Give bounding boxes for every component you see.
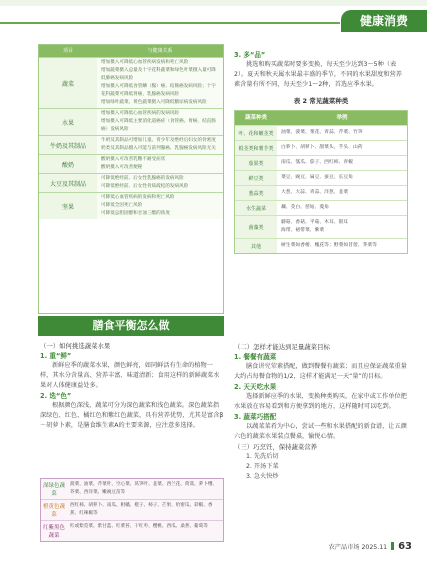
health-effect-item: 牛奶及其制品可增加儿童、青少年及绝经后妇女的骨密度 [101,138,216,143]
food-category: 坚果 [39,193,97,219]
health-effect-item: 增加摄入可降低主要消化道癌症（食管癌、胃癌、结直肠癌）发病风险 [101,119,216,132]
col-type-header: 蔬菜种类 [244,115,267,121]
veg-example-line: 藕、茭白、慈姑、菱角 [281,205,329,210]
health-table-row [39,192,223,219]
paragraph-pairing: 以蔬菜菜肴为中心，尝试一些和水果搭配的新食谱，让五颜六色的蔬菜水果装点餐桌，愉悦心情。 [234,423,407,440]
paragraph-color: 根据颜色深浅，蔬菜可分为深色蔬菜和浅色蔬菜。深色蔬菜指深绿色、红色、橘红色和紫红色蔬菜，具有营养优势，尤其是富含β－胡萝卜素，是膳食维生素A的主要来源，应注意多选择。 [40,402,224,429]
veg-table-row [235,125,407,140]
veg-table-row [235,155,407,170]
health-effect-item: 增加蔬菜摄入总量及十字花科蔬菜和绿色叶菜摄入量可降低肺癌发病风险 [101,68,216,81]
veg-examples [277,171,407,185]
health-effects [97,174,223,192]
heading-fresh: 1. 重“鲜” [40,352,72,360]
health-relation-table [38,44,224,314]
veg-example-line: 树生菜如香椿、槐花等；野菜如苜蓿、荠菜等 [281,243,377,248]
veg-type: 水生蔬菜 [235,201,277,215]
health-effects [97,155,223,173]
heading-variety: 3. 多“品” [234,51,266,59]
health-effects [97,136,223,154]
footer-source: 农产品市场 2025.11 [328,543,388,551]
heading-pairing: 3. 蔬菜巧搭配 [234,413,277,421]
subsection-heading-1: （一）如何挑选蔬菜水果 [40,342,111,350]
col-item-header: 项目 [62,48,73,54]
health-effect-item: 增加摄入可降低心血管疾病的发病风险 [101,111,180,116]
veg-example-line: 大葱、大蒜、青蒜、洋葱、韭菜 [281,190,349,195]
veg-type: 根茎类和薯芋类 [235,141,277,155]
health-effects [97,58,223,108]
paragraph-fresh: 新鲜应季的蔬菜水果，颜色鲜亮，如同鲜活有生命的植物一样，其水分含量高、营养丰富、味道清新；食用这样的新鲜蔬菜水果对人体健康益处多。 [40,362,220,389]
health-table-header [39,45,223,57]
veg-examples [277,216,407,238]
color-table-row [41,520,223,541]
paragraph-every-meal: 膳食讲究荤素搭配，做到餐餐有蔬菜；而且应保证蔬菜重量大约占每餐食物的1/2，这样才能满足一天“量”的目标。 [234,363,407,380]
veg-examples [277,141,407,155]
heading-color: 2. 选“色” [40,392,72,400]
health-table-row [39,57,223,108]
veg-example-line: 南瓜、瓠瓜、茄子、西红柿、青椒 [281,160,353,165]
color-table-row [41,479,223,499]
section-tag: 健康消费 [341,10,427,32]
food-category: 蔬菜 [39,58,97,108]
health-effect-item: 可降低总胆固醇和甘油三酯的浓度 [101,211,170,216]
left-body-text [40,341,224,431]
food-category: 大豆及其制品 [39,174,97,192]
header-rule [0,22,340,24]
health-effect-item: 奶类及其制品摄入可能与前列腺癌、乳腺癌发病风险无关 [101,146,216,151]
health-effect-item: 增加摄入可降低食管鳞（腺）癌、结肠癌发病风险；十字花科蔬菜可降低胃癌、乳腺癌发病风险 [101,84,216,97]
color-group-name: 深绿色蔬菜 [43,483,66,497]
health-effect-item: 可降低心血管疾病的发病和死亡风险 [101,195,175,200]
health-effect-item: 可降低全因死亡风险 [101,203,143,208]
health-table-row [39,108,223,135]
veg-type: 鲜豆类 [235,171,277,185]
veg-type: 叶、花和嫩茎类 [235,126,277,140]
food-category: 酸奶 [39,155,97,173]
right-body-text-lower [234,342,408,482]
health-table-row [39,135,223,154]
cooking-tip-1: 1. 先洗后切 [246,453,279,460]
col-example-header: 举例 [336,115,348,121]
veg-table-row [235,238,407,253]
health-effects [97,193,223,219]
veg-examples [277,201,407,215]
food-category: 牛奶及其制品 [39,136,97,154]
health-effect-item: 可降低绝经前、后女性乳腺癌的发病风险 [101,176,184,181]
footer-accent-bar [391,542,394,550]
veg-type: 菌藻类 [235,216,277,238]
veg-examples [277,126,407,140]
veg-examples [277,156,407,170]
health-effect-item: 酸奶摄入可改善便秘 [101,165,143,170]
color-group-name: 红紫黑色蔬菜 [43,525,66,539]
color-table-row [41,499,223,520]
veg-table-row [235,215,407,238]
cooking-tip-2: 2. 开汤下菜 [246,463,279,470]
color-group-examples: 红或紫苋菜、紫甘蓝、红菜苔、干红枣、樱桃、西瓜、桑葚、葡萄等 [70,524,208,529]
veg-type: 茄果类 [235,156,277,170]
health-effect-item: 可降低绝经前、后女性骨质疏松的发病风险 [101,184,189,189]
page-footer [326,540,412,552]
veg-table-header [235,111,407,125]
veg-example-line: 蘑菇、香菇、平菇、木耳、银耳 [281,220,349,225]
col-relation-header: 与健康关系 [147,48,173,54]
veg-table-body [235,125,407,253]
color-group-examples: 西红柿、胡萝卜、南瓜、柑橘、橙子、柿子、芒果、哈密瓜、彩椒、香蕉、红辣椒等 [70,503,213,516]
health-effects [97,109,223,135]
veg-table-row [235,170,407,185]
veg-example-line: 菜豆、豌豆、扁豆、蚕豆、长豆角 [281,175,353,180]
veg-examples [277,186,407,200]
veg-example-line: 油菜、菠菜、菜花、青蒜、芹菜、竹笋 [281,130,363,135]
color-group-examples: 菠菜、油菜、芹菜叶、空心菜、莴笋叶、韭菜、西兰花、茼蒿、萝卜缨、芥菜、西洋菜、嫩豌豆苗等 [70,482,218,495]
page-header [0,0,427,34]
veg-table-row [235,140,407,155]
right-body-text [234,50,408,254]
veg-examples [277,239,407,253]
veg-example-line: 海带、裙带菜、紫菜 [281,228,325,233]
heading-every-meal: 1. 餐餐有蔬菜 [234,353,277,361]
header-edge-strip [0,0,427,6]
veg-table-row [235,200,407,215]
health-table-row [39,173,223,192]
health-table-row [39,154,223,173]
veg-example-line: 白萝卜、胡萝卜、甜菜头、芋头、山药 [281,145,363,150]
paragraph-daily-fruit: 选择新鲜应季的水果，变换种类购买，在家中或工作单位把水果放在容易看到和方便拿到的地方，这样随时可以吃到。 [234,393,407,410]
section-banner: 膳食平衡怎么做 [38,316,224,336]
subsection-heading-3: （三）巧烹饪，保持蔬菜营养 [234,443,318,451]
health-table-body [39,57,223,219]
subsection-heading-2: （二）怎样才能达到足量蔬菜目标 [234,343,330,351]
veg-table-row [235,185,407,200]
color-vegetable-table [40,478,224,542]
cooking-tip-3: 3. 急火快炒 [246,473,279,480]
health-effect-item: 酸奶摄入可改善乳糖不耐受症状 [101,157,166,162]
paragraph-variety: 挑选和购买蔬菜时要多变换，每天至少达到3～5种（表2）。夏天和秋天属水果最丰盛的季节，不同的水果甜度和营养素含量有所不同，每天至少1～2种，首选应季水果。 [234,61,402,88]
veg-type: 其他 [235,239,277,253]
heading-daily-fruit: 2. 天天吃水果 [234,383,277,391]
health-effect-item: 增加摄入可降低心血管疾病发病和死亡风险 [101,60,189,65]
page-number: 63 [398,540,412,552]
vegetable-type-table [234,110,408,254]
veg-type: 葱蒜类 [235,186,277,200]
food-category: 水果 [39,109,97,135]
health-effect-item: 增加绿叶蔬菜、黄色蔬菜摄入可降低糖尿病发病风险 [101,100,207,105]
color-group-name: 橙黄色蔬菜 [43,504,66,518]
table2-caption: 表 2 常见蔬菜种类 [293,97,349,105]
